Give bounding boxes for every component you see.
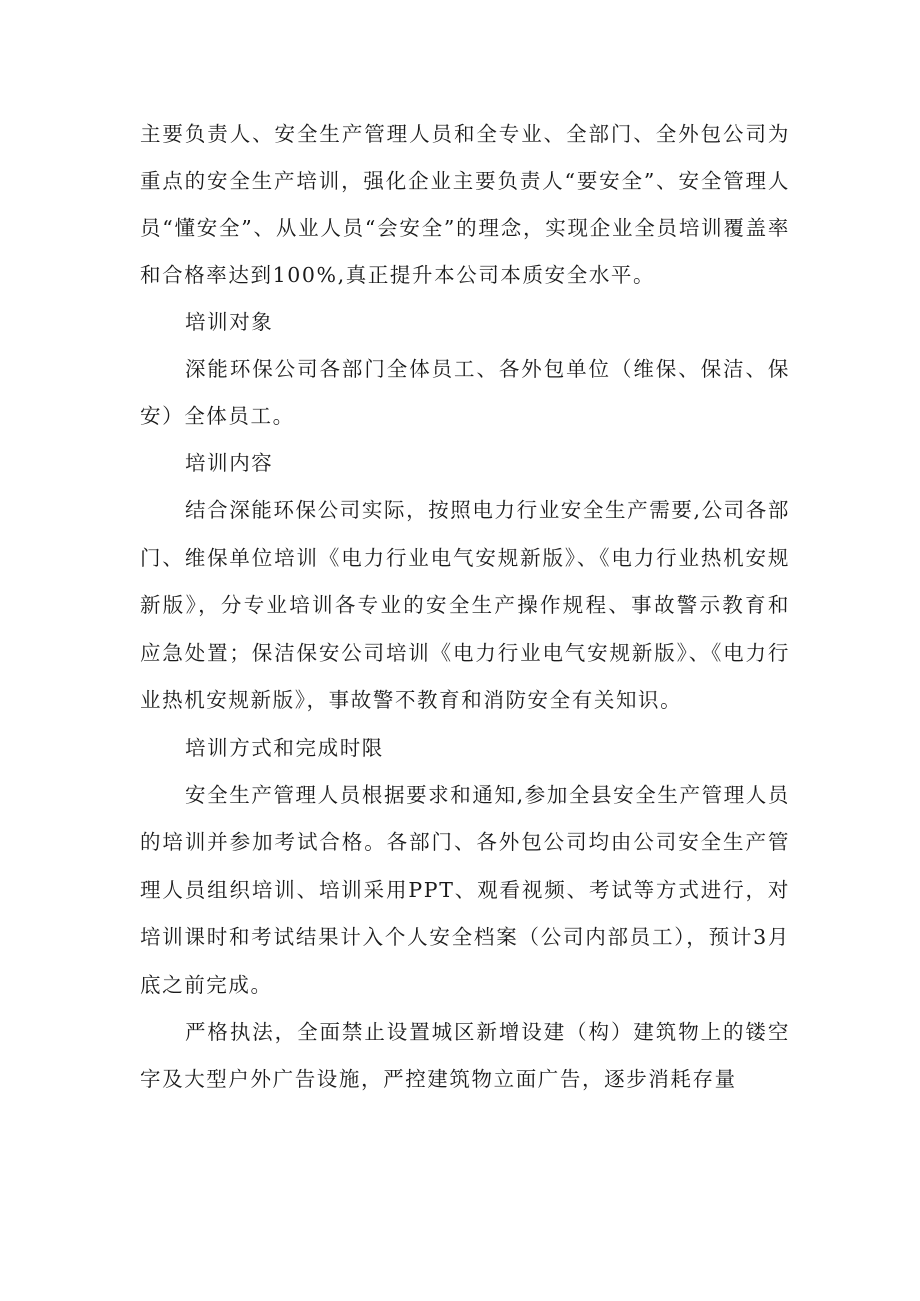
paragraph-train-target: 深能环保公司各部门全体员工、各外包单位（维保、保洁、保安）全体员工。 [140,357,790,428]
paragraph-intro-continuation: 主要负责人、安全生产管理人员和全专业、全部门、全外包公司为重点的安全生产培训，强化企业主要负责人“要安全”、安全管理人员“懂安全”、从业人员“会安全”的理念，实现企业全员培训覆盖率和合格率达到100%,真正提升本公司本质安全水平。 [140,122,790,287]
heading-train-method: 培训方式和完成时限 [185,735,384,760]
paragraph-train-content: 结合深能环保公司实际，按照电力行业安全生产需要,公司各部门、维保单位培训《电力行业电气安规新版》、《电力行业热机安规新版》，分专业培训各专业的安全生产操作规程、事故警示教育和应急处置；保洁保安公司培训《电力行业电气安规新版》、《电力行业热机安规新版》，事故警不教育和消防安全有关知识。 [140,498,790,712]
paragraph-train-method: 安全生产管理人员根据要求和通知,参加全县安全生产管理人员的培训并参加考试合格。各部门、各外包公司均由公司安全生产管理人员组织培训、培训采用PPT、观看视频、考试等方式进行，对培训课时和考试结果计入个人安全档案（公司内部员工），预计3月底之前完成。 [140,782,790,997]
heading-train-content: 培训内容 [185,451,274,475]
heading-train-target: 培训对象 [185,310,274,334]
paragraph-law-enforcement: 严格执法，全面禁止设置城区新增设建（构）建筑物上的镂空字及大型户外广告设施，严控建筑物立面广告，逐步消耗存量 [140,1020,790,1091]
document-body [140,111,790,1103]
